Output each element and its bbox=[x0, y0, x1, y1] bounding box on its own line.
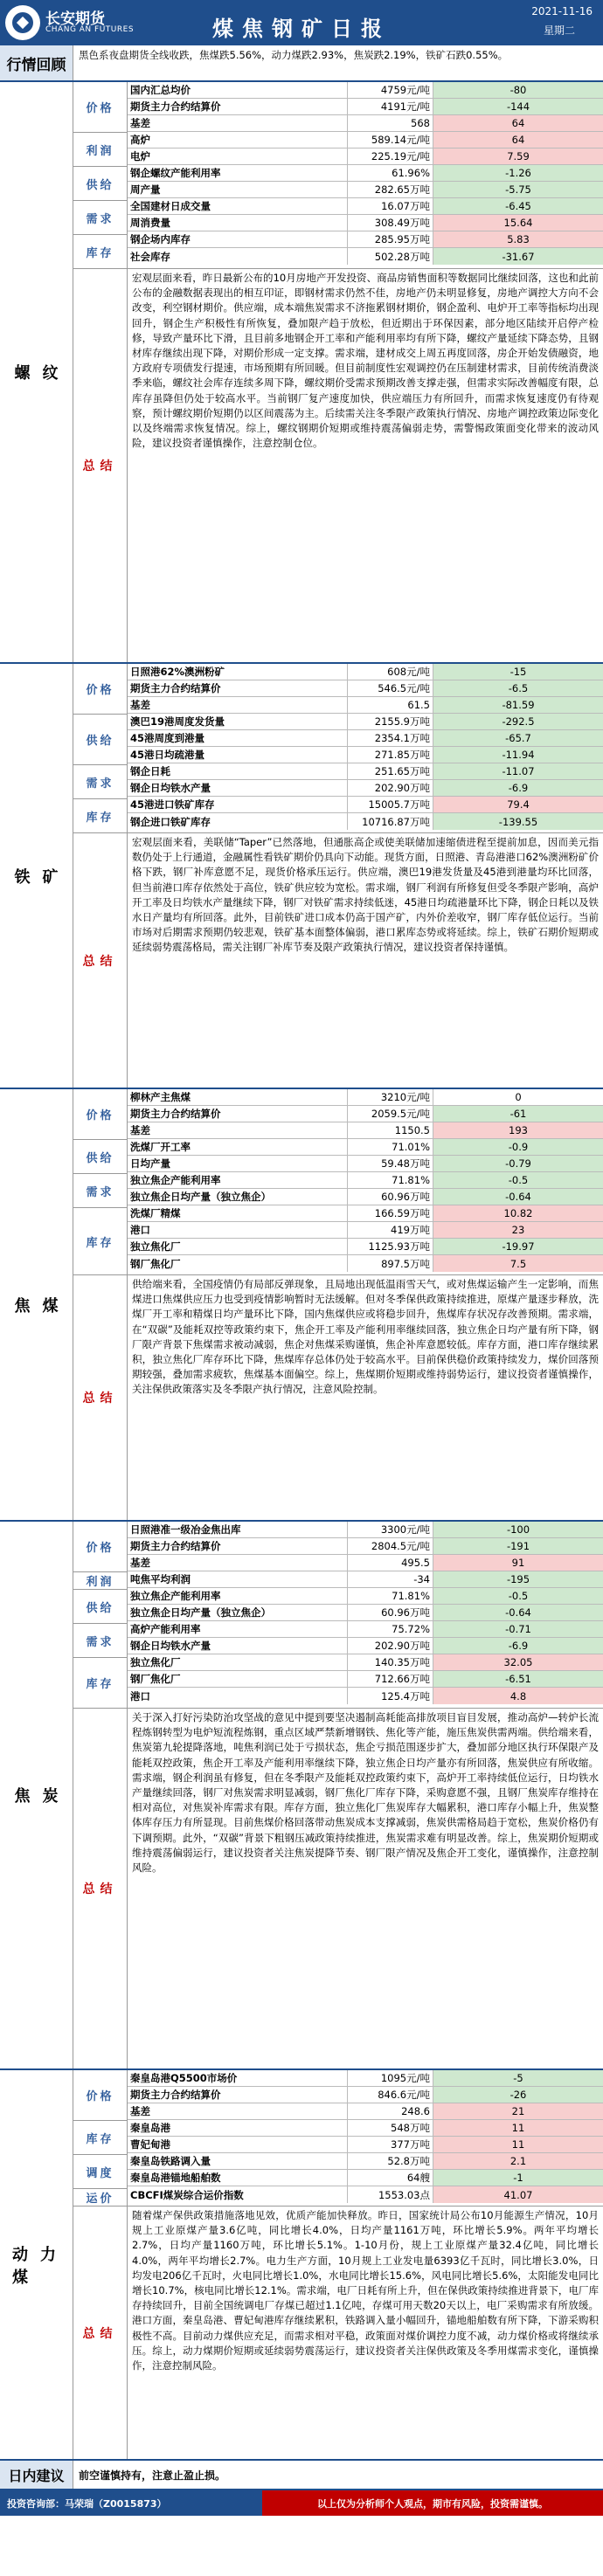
section-iron-ore bbox=[0, 664, 603, 1089]
indicator-value: 75.72% bbox=[348, 1621, 433, 1637]
indicator-change: -0.71 bbox=[433, 1621, 603, 1637]
table-row bbox=[128, 747, 603, 763]
indicator-value: 1150.5 bbox=[348, 1122, 433, 1138]
indicator-name: 日照港准一级冶金焦出库 bbox=[128, 1522, 348, 1537]
summary-block bbox=[73, 2207, 603, 2459]
indicator-name: 日均产量 bbox=[128, 1156, 348, 1171]
indicator-name: 期货主力合约结算价 bbox=[128, 2087, 348, 2103]
indicator-value: -34 bbox=[348, 1571, 433, 1587]
indicator-value: 59.48万吨 bbox=[348, 1156, 433, 1171]
table-row bbox=[128, 1172, 603, 1189]
indicator-change: 64 bbox=[433, 115, 603, 131]
table-row bbox=[128, 248, 603, 265]
report-weekday: 星期二 bbox=[543, 24, 575, 37]
table-row bbox=[128, 115, 603, 132]
indicator-name: 周产量 bbox=[128, 182, 348, 197]
table-row bbox=[128, 1538, 603, 1555]
table-row bbox=[128, 2137, 603, 2153]
indicator-name: 钢厂焦化厂 bbox=[128, 1255, 348, 1272]
analyst-info: 投资咨询部：马荣瑞（Z0015873） bbox=[7, 2497, 167, 2510]
indicator-name: 独立焦化厂 bbox=[128, 1654, 348, 1670]
indicator-change: -1 bbox=[433, 2170, 603, 2186]
indicator-value: 61.96% bbox=[348, 165, 433, 181]
indicator-change: 10.82 bbox=[433, 1205, 603, 1221]
summary-text: 供给端来看，全国疫情仍有局部反弹现象，且局地出现低温雨雪天气，或对焦煤运输产生一定影响，而焦煤进口焦煤供应压力也受到疫情影响暂时无法缓解。但对冬季保供政策持续推进，原煤产量逐步释放，洗煤厂开工率和精煤日均产量环比下降，国内焦煤供应或将稳步回升，焦煤库存状况存改善预期。需求端，在“双碳”及能耗双控等政策约束下，焦企开工率及产能利用率继续回落，独立焦企日均产量有所下降，钢厂限产背景下焦煤需求被动减弱，焦企对焦煤采购谨慎，焦企补库意愿较低。库存方面，港口库存继续累积，独立焦化厂库存环比下降，焦煤库存总体仍处于较高水平。目前保供稳价政策持续发力，煤价回落预期较强，叠加需求疲软，焦煤基本面偏空。综上，焦煤期价短期或维持弱势运行，建议投资者谨慎操作，关注保供政策落实及冬季限产执行情况，注意风险控制。 bbox=[132, 1278, 599, 1396]
indicator-change: -11.94 bbox=[433, 747, 603, 763]
indicator-change: 7.5 bbox=[433, 1255, 603, 1272]
table-row bbox=[128, 215, 603, 231]
category-label: 需求 bbox=[73, 1174, 127, 1208]
summary-text: 关于深入打好污染防治攻坚战的意见中提到要坚决遏制高耗能高排放项目盲目发展，推动高炉—转炉长流程炼钢转型为电炉短流程炼钢，重点区域严禁新增钢铁、焦化等产能，施压焦炭供需两端。供给端来看，焦炭第九轮提降落地，吨焦利润已处于亏损状态，焦企亏损范围逐步扩大，叠加部分地区执行环保限产及能耗双控政策，焦企开工率及产能利用率继续下降，独立焦企日均产量亦有所回落，焦炭供应有所收缩。需求端，钢企利润虽有修复，但在冬季限产及能耗双控政策约束下，高炉开工率持续低位运行，日均铁水产量继续回落，钢厂对焦炭需求明显减弱，钢厂焦化厂库存下降，采购意愿不强，且钢厂焦炭库存维持在相对高位，对焦炭补库需求有限。库存方面，独立焦化厂焦炭库存大幅累积，港口库存小幅上升，焦炭整体库存压力有所显现。目前焦煤价格回落带动焦炭成本支撑减弱，焦炭供需格局趋于宽松，焦炭价格仍有下调预期。此外，“双碳”背景下粗钢压减政策持续推进，焦炭需求难有明显改善。综上，焦炭期价短期或维持震荡偏弱运行，建议投资者关注焦炭提降节奏、钢厂限产情况及焦企开工变化，谨慎操作，注意控制风险。 bbox=[132, 1711, 599, 1875]
indicator-name: 电炉 bbox=[128, 148, 348, 164]
category-label: 需求 bbox=[73, 201, 127, 235]
indicator-change: 15.64 bbox=[433, 215, 603, 231]
indicator-change: 91 bbox=[433, 1555, 603, 1571]
summary-text: 宏观层面来看，美联储“Taper”已然落地，但通胀高企或使美联储加速缩债进程至提前加息，因而美元指数仍处于上行通道，金融属性看铁矿期价仍具向下动能。现货方面，日照港、青岛港港口62%澳洲粉矿价格下跌，钢厂补库意愿不足，现货价格承压运行。供应端，澳巴19港发货量及45港到港量均环比回落，但当前港口库存依然处于高位，铁矿供应较为宽松。需求端，钢厂利润有所修复但受冬季限产影响，高炉开工率及日均铁水产量继续下降，钢厂对铁矿需求持续低迷，45港日均疏港量环比下降，钢企日耗以及铁水日产量均有所回落。此外，目前铁矿进口成本仍高于国产矿，内外价差收窄，钢厂库存低位运行。当前市场对后期需求预期仍较悲观，铁矿基本面整体偏弱，港口累库态势或将延续。综上，铁矿石期价短期或延续弱势震荡格局，需关注钢厂补库节奏及限产政策执行情况，建议投资者保持谨慎。 bbox=[132, 836, 599, 954]
category-label: 供给 bbox=[73, 167, 127, 201]
indicator-name: CBCFI煤炭综合运价指数 bbox=[128, 2186, 348, 2203]
brand-name-en: CHANG AN FUTURES bbox=[45, 25, 135, 34]
indicator-change: 5.83 bbox=[433, 231, 603, 247]
indicator-change: -0.64 bbox=[433, 1605, 603, 1620]
table-row bbox=[128, 1122, 603, 1139]
indicator-value: 495.5 bbox=[348, 1555, 433, 1571]
indicator-change: -19.97 bbox=[433, 1239, 603, 1254]
table-row bbox=[128, 1222, 603, 1239]
indicator-name: 钢企日均铁水产量 bbox=[128, 1638, 348, 1654]
indicator-change: -80 bbox=[433, 82, 603, 98]
section-thermal-coal bbox=[0, 2070, 603, 2461]
table-row bbox=[128, 1089, 603, 1106]
indicator-change: 11 bbox=[433, 2137, 603, 2152]
indicator-change: 4.8 bbox=[433, 1688, 603, 1704]
section-label: 动力煤 bbox=[0, 2070, 73, 2459]
indicator-value: 4759元/吨 bbox=[348, 82, 433, 98]
category-label: 价格 bbox=[73, 2070, 127, 2121]
indicator-value: 202.90万吨 bbox=[348, 1638, 433, 1654]
brand-name: 长安期货 bbox=[45, 10, 105, 28]
category-label: 库存 bbox=[73, 2121, 127, 2155]
table-row bbox=[128, 1239, 603, 1255]
category-label: 库存 bbox=[86, 246, 114, 260]
table-row bbox=[128, 2103, 603, 2120]
table-row bbox=[128, 198, 603, 215]
indicator-change: 64 bbox=[433, 132, 603, 148]
indicator-change: -5 bbox=[433, 2070, 603, 2086]
category-label: 库存 bbox=[86, 811, 114, 825]
indicator-value: 502.28万吨 bbox=[348, 248, 433, 265]
category-label: 供给 bbox=[73, 1140, 127, 1174]
data-table bbox=[73, 1522, 603, 1709]
indicator-value: 3210元/吨 bbox=[348, 1089, 433, 1105]
indicator-change: -11.07 bbox=[433, 763, 603, 779]
summary-block bbox=[73, 269, 603, 662]
data-table bbox=[73, 664, 603, 833]
indicator-value: 1125.93万吨 bbox=[348, 1239, 433, 1254]
indicator-change: -61 bbox=[433, 1106, 603, 1122]
indicator-name: 秦皇岛港锚地船舶数 bbox=[128, 2170, 348, 2186]
indicator-value: 248.6 bbox=[348, 2103, 433, 2119]
indicator-value: 419万吨 bbox=[348, 1222, 433, 1238]
indicator-change: -195 bbox=[433, 1571, 603, 1587]
indicator-name: 45港日均疏港量 bbox=[128, 747, 348, 763]
indicator-change: -31.67 bbox=[433, 248, 603, 265]
indicator-change: -6.5 bbox=[433, 680, 603, 696]
indicator-name: 钢企日耗 bbox=[128, 763, 348, 779]
category-label: 价格 bbox=[73, 664, 127, 715]
category-label: 价格 bbox=[73, 1089, 127, 1140]
indicator-value: 308.49万吨 bbox=[348, 215, 433, 231]
category-label: 供给 bbox=[73, 715, 127, 765]
table-row bbox=[128, 1189, 603, 1205]
indicator-value: 61.5 bbox=[348, 697, 433, 713]
indicator-value: 71.81% bbox=[348, 1172, 433, 1188]
indicator-value: 15005.7万吨 bbox=[348, 797, 433, 812]
section-label: 焦炭 bbox=[0, 1522, 73, 2068]
indicator-value: 4191元/吨 bbox=[348, 99, 433, 114]
indicator-name: 期货主力合约结算价 bbox=[128, 1538, 348, 1554]
section-body bbox=[73, 1522, 603, 2068]
summary-text: 宏观层面来看，昨日最新公布的10月房地产开发投资、商品房销售面积等数据同比继续回落，这也和此前公布的金融数据表现出的相互印证，即钢材需求仍然不佳，房地产仍未明显修复，房地产调控大方向不会改变，利空钢材期价。供应端，成本端焦炭需求不济拖累钢材期价，钢企盈利、电炉开工率等指标均出现回升，钢企生产积极性有所恢复，叠加限产趋于放松，但近期出于环保因素，部分地区陆续开启停产检修，导致产量环比下滑，且目前多地钢企开工率和产能利用率均有所下降，螺纹产量延续下降态势，且钢材库存继续出现下降，对期价形成一定支撑。需求端，建材成交上周五再度回落，房企开始发债融资，地方政府专项债发行提速，市场预期有所回暖。但目前制度性宏观调控仍在压制建材需求，目前传统消费淡季来临，螺纹社会库存连续多周下降，螺纹期价受需求预期改善支撑走强，但需求实际改善幅度有限，总库存虽降但仍处于较高水平。当前钢厂复产速度加快，供应端压力有所回升，而需求恢复速度仍有待观察，预计螺纹期价短期仍以区间震荡为主。后续需关注冬季限产政策执行情况、房地产调控政策边际变化以及终端需求恢复情况。综上，螺纹钢期价短期或维持震荡偏弱走势，需警惕政策面变化带来的波动风险，建议投资者谨慎操作，注意控制仓位。 bbox=[132, 272, 599, 450]
table-row bbox=[128, 182, 603, 198]
indicator-change: -0.79 bbox=[433, 1156, 603, 1171]
indicator-name: 曹妃甸港 bbox=[128, 2137, 348, 2152]
category-label: 价格 bbox=[73, 82, 127, 133]
indicator-change: -6.9 bbox=[433, 1638, 603, 1654]
table-row bbox=[128, 2070, 603, 2087]
indicator-value: 2354.1万吨 bbox=[348, 730, 433, 746]
table-row bbox=[128, 1571, 603, 1588]
category-label: 库存 bbox=[86, 1236, 114, 1250]
indicator-change: -0.5 bbox=[433, 1172, 603, 1188]
table-row bbox=[128, 1588, 603, 1605]
table-row bbox=[128, 2087, 603, 2103]
indicator-value: 1095元/吨 bbox=[348, 2070, 433, 2086]
indicator-name: 日照港62%澳洲粉矿 bbox=[128, 664, 348, 680]
indicator-change: -100 bbox=[433, 1522, 603, 1537]
indicator-change: 21 bbox=[433, 2103, 603, 2119]
indicator-value: 225.19元/吨 bbox=[348, 148, 433, 164]
section-body bbox=[73, 82, 603, 662]
indicator-value: 2059.5元/吨 bbox=[348, 1106, 433, 1122]
indicator-value: 52.8万吨 bbox=[348, 2153, 433, 2169]
indicator-name: 秦皇岛港 bbox=[128, 2120, 348, 2136]
indicator-value: 282.65万吨 bbox=[348, 182, 433, 197]
indicator-value: 2155.9万吨 bbox=[348, 714, 433, 729]
indicator-change: -0.64 bbox=[433, 1189, 603, 1205]
indicator-value: 71.81% bbox=[348, 1588, 433, 1604]
commodity-sections bbox=[0, 82, 603, 2461]
section-body bbox=[73, 2070, 603, 2459]
indicator-name: 独立焦企日均产量（独立焦企） bbox=[128, 1189, 348, 1205]
indicator-name: 港口 bbox=[128, 1688, 348, 1704]
advice-label: 日内建议 bbox=[0, 2461, 73, 2489]
indicator-change: 23 bbox=[433, 1222, 603, 1238]
table-row bbox=[128, 1205, 603, 1222]
table-row bbox=[128, 714, 603, 730]
section-rebar bbox=[0, 82, 603, 664]
advice-text: 前空谨慎持有，注意止盈止损。 bbox=[79, 2469, 226, 2482]
indicator-change: -5.75 bbox=[433, 182, 603, 197]
indicator-name: 洗煤厂精煤 bbox=[128, 1205, 348, 1221]
indicator-name: 高炉产能利用率 bbox=[128, 1621, 348, 1637]
indicator-value: 897.5万吨 bbox=[348, 1255, 433, 1272]
report-title: 煤焦钢矿日报 bbox=[212, 17, 391, 41]
indicator-value: 1553.03点 bbox=[348, 2186, 433, 2203]
indicator-value: 71.01% bbox=[348, 1139, 433, 1155]
indicator-name: 港口 bbox=[128, 1222, 348, 1238]
table-row bbox=[128, 165, 603, 182]
indicator-change: -139.55 bbox=[433, 813, 603, 830]
disclaimer: 以上仅为分析师个人观点，期市有风险，投资需谨慎。 bbox=[262, 2490, 603, 2516]
indicator-name: 期货主力合约结算价 bbox=[128, 1106, 348, 1122]
indicator-change: -191 bbox=[433, 1538, 603, 1554]
indicator-name: 独立焦企产能利用率 bbox=[128, 1172, 348, 1188]
indicator-name: 洗煤厂开工率 bbox=[128, 1139, 348, 1155]
table-row bbox=[128, 730, 603, 747]
report-footer bbox=[0, 2490, 603, 2516]
data-table bbox=[73, 2070, 603, 2207]
indicator-name: 45港周度到港量 bbox=[128, 730, 348, 746]
category-label: 运价 bbox=[86, 2193, 114, 2206]
table-row bbox=[128, 2186, 603, 2203]
section-body bbox=[73, 1089, 603, 1520]
indicator-name: 期货主力合约结算价 bbox=[128, 99, 348, 114]
market-review-label: 行情回顾 bbox=[0, 45, 73, 80]
indicator-value: 2804.5元/吨 bbox=[348, 1538, 433, 1554]
table-row bbox=[128, 763, 603, 780]
table-row bbox=[128, 1522, 603, 1538]
section-coking-coal bbox=[0, 1089, 603, 1522]
category-label: 库存 bbox=[86, 1678, 114, 1691]
indicator-name: 周消费量 bbox=[128, 215, 348, 231]
table-row bbox=[128, 1654, 603, 1671]
summary-text: 随着煤产保供政策措施落地见效，优质产能加快释放。昨日，国家统计局公布10月能源生产情况，10月规上工业原煤产量3.6亿吨，同比增长4.0%，日均产量1161万吨，环比增长5.9%。两年平均增长2.7%，日均产量1160万吨，环比增长5.1%。1-10月份，规上工业原煤产量32.4亿吨，同比增长4.0%，两年平均增长2.7%。电力生产方面，10月规上工业发电量6393亿千瓦时，同比增长3.0%，日均发电206亿千瓦时，火电同比增长1.0%，水电同比增长15.6%，风电同比增长5.6%，太阳能发电同比增长10.7%，核电同比增长12.1%。需求端，电厂日耗有所上升，但在保供政策持续推进背景下，电厂库存持续回升，目前全国统调电厂存煤已超过1.1亿吨，存煤可用天数20天以上，电厂采购需求有所放缓。港口方面，秦皇岛港、曹妃甸港库存继续累积，铁路调入量小幅回升，锚地船舶数有所下降，下游采购积极性不高。目前动力煤供应充足，而需求相对平稳，政策面对煤价调控力度不减，动力煤价格或将继续承压。综上，动力煤期价短期或延续弱势震荡运行，建议投资者关注保供政策及冬季用煤需求变化，谨慎操作，注意控制风险。 bbox=[132, 2209, 599, 2372]
indicator-value: 608元/吨 bbox=[348, 664, 433, 680]
table-row bbox=[128, 2170, 603, 2186]
indicator-change: -144 bbox=[433, 99, 603, 114]
indicator-value: 251.65万吨 bbox=[348, 763, 433, 779]
indicator-value: 60.96万吨 bbox=[348, 1605, 433, 1620]
indicator-name: 国内汇总均价 bbox=[128, 82, 348, 98]
section-label: 焦煤 bbox=[0, 1089, 73, 1520]
category-label: 供给 bbox=[73, 1590, 127, 1624]
table-row bbox=[128, 813, 603, 830]
indicator-change: -6.51 bbox=[433, 1671, 603, 1687]
category-label: 利润 bbox=[73, 133, 127, 167]
category-label: 调度 bbox=[73, 2155, 127, 2189]
indicator-name: 吨焦平均利润 bbox=[128, 1571, 348, 1587]
indicator-change: -6.9 bbox=[433, 780, 603, 796]
intraday-advice bbox=[0, 2461, 603, 2490]
indicator-value: 846.6元/吨 bbox=[348, 2087, 433, 2103]
table-row bbox=[128, 1139, 603, 1156]
section-label: 铁矿 bbox=[0, 664, 73, 1088]
section-body bbox=[73, 664, 603, 1088]
category-label: 利润 bbox=[73, 1572, 127, 1590]
indicator-value: 10716.87万吨 bbox=[348, 813, 433, 830]
summary-block bbox=[73, 1709, 603, 2068]
indicator-change: 41.07 bbox=[433, 2186, 603, 2203]
section-coke bbox=[0, 1522, 603, 2070]
indicator-change: 0 bbox=[515, 1091, 522, 1103]
indicator-name: 45港进口铁矿库存 bbox=[128, 797, 348, 812]
data-table bbox=[73, 82, 603, 269]
table-row bbox=[128, 1605, 603, 1621]
indicator-value: 3300元/吨 bbox=[348, 1522, 433, 1537]
indicator-change: 7.59 bbox=[433, 148, 603, 164]
indicator-change: 11 bbox=[433, 2120, 603, 2136]
indicator-name: 高炉 bbox=[128, 132, 348, 148]
summary-label: 总结 bbox=[73, 833, 128, 1088]
indicator-name: 基差 bbox=[128, 115, 348, 131]
indicator-change: 2.1 bbox=[433, 2153, 603, 2169]
table-row bbox=[128, 1106, 603, 1122]
indicator-value: 377万吨 bbox=[348, 2137, 433, 2152]
summary-label: 总结 bbox=[73, 269, 128, 662]
indicator-name: 基差 bbox=[128, 697, 348, 713]
indicator-name: 钢企场内库存 bbox=[128, 231, 348, 247]
report-date: 2021-11-16 bbox=[531, 5, 593, 17]
indicator-value: 568 bbox=[348, 115, 433, 131]
indicator-change: -292.5 bbox=[433, 714, 603, 729]
indicator-change: -15 bbox=[433, 664, 603, 680]
summary-label: 总结 bbox=[73, 1275, 128, 1520]
indicator-value: 589.14元/吨 bbox=[348, 132, 433, 148]
table-row bbox=[128, 797, 603, 813]
indicator-name: 钢企进口铁矿库存 bbox=[128, 813, 348, 830]
indicator-change: 193 bbox=[433, 1122, 603, 1138]
indicator-value: 202.90万吨 bbox=[348, 780, 433, 796]
table-row bbox=[128, 664, 603, 680]
indicator-value: 60.96万吨 bbox=[348, 1189, 433, 1205]
indicator-name: 柳林产主焦煤 bbox=[128, 1089, 348, 1105]
indicator-value: 546.5元/吨 bbox=[348, 680, 433, 696]
indicator-value: 271.85万吨 bbox=[348, 747, 433, 763]
table-row bbox=[128, 148, 603, 165]
table-row bbox=[128, 2120, 603, 2137]
table-row bbox=[128, 82, 603, 99]
table-row bbox=[128, 231, 603, 248]
table-row bbox=[128, 2153, 603, 2170]
indicator-value: 166.59万吨 bbox=[348, 1205, 433, 1221]
indicator-change: -65.7 bbox=[433, 730, 603, 746]
indicator-change: 32.05 bbox=[433, 1654, 603, 1670]
indicator-value: 125.4万吨 bbox=[348, 1688, 433, 1704]
market-review-text: 黑色系夜盘期货全线收跌，焦煤跌5.56%，动力煤跌2.93%，焦炭跌2.19%，铁矿石跌0.55%。 bbox=[79, 49, 509, 61]
table-row bbox=[128, 1255, 603, 1272]
summary-block bbox=[73, 1275, 603, 1520]
indicator-change: -81.59 bbox=[433, 697, 603, 713]
indicator-change: -1.26 bbox=[433, 165, 603, 181]
indicator-value: 285.95万吨 bbox=[348, 231, 433, 247]
category-label: 价格 bbox=[73, 1522, 127, 1572]
indicator-name: 社会库存 bbox=[128, 248, 348, 265]
indicator-name: 秦皇岛铁路调入量 bbox=[128, 2153, 348, 2169]
section-label: 螺纹 bbox=[0, 82, 73, 662]
market-review bbox=[0, 45, 603, 82]
indicator-name: 全国建材日成交量 bbox=[128, 198, 348, 214]
table-row bbox=[128, 132, 603, 148]
indicator-name: 独立焦企日均产量（独立焦企） bbox=[128, 1605, 348, 1620]
table-row bbox=[128, 780, 603, 797]
indicator-change: -0.5 bbox=[433, 1588, 603, 1604]
table-row bbox=[128, 99, 603, 115]
table-row bbox=[128, 680, 603, 697]
category-label: 需求 bbox=[73, 765, 127, 799]
indicator-value: 16.07万吨 bbox=[348, 198, 433, 214]
table-row bbox=[128, 1638, 603, 1654]
indicator-name: 秦皇岛港Q5500市场价 bbox=[128, 2070, 348, 2086]
table-row bbox=[128, 1671, 603, 1688]
summary-label: 总结 bbox=[73, 2207, 128, 2459]
indicator-name: 基差 bbox=[128, 1555, 348, 1571]
summary-label: 总结 bbox=[73, 1709, 128, 2068]
indicator-value: 712.66万吨 bbox=[348, 1671, 433, 1687]
indicator-change: 79.4 bbox=[433, 797, 603, 812]
indicator-value: 140.35万吨 bbox=[348, 1654, 433, 1670]
table-row bbox=[128, 1156, 603, 1172]
indicator-name: 独立焦化厂 bbox=[128, 1239, 348, 1254]
indicator-name: 钢企螺纹产能利用率 bbox=[128, 165, 348, 181]
table-row bbox=[128, 1688, 603, 1704]
indicator-name: 基差 bbox=[128, 2103, 348, 2119]
indicator-name: 澳巴19港周度发货量 bbox=[128, 714, 348, 729]
summary-block bbox=[73, 833, 603, 1088]
indicator-name: 独立焦企产能利用率 bbox=[128, 1588, 348, 1604]
indicator-value: 548万吨 bbox=[348, 2120, 433, 2136]
category-label: 需求 bbox=[73, 1624, 127, 1658]
report-header bbox=[0, 0, 603, 45]
table-row bbox=[128, 1555, 603, 1571]
data-table bbox=[73, 1089, 603, 1275]
indicator-change: -0.9 bbox=[433, 1139, 603, 1155]
indicator-name: 基差 bbox=[128, 1122, 348, 1138]
indicator-change: -6.45 bbox=[433, 198, 603, 214]
indicator-name: 钢厂焦化厂 bbox=[128, 1671, 348, 1687]
indicator-value: 64艘 bbox=[348, 2170, 433, 2186]
table-row bbox=[128, 697, 603, 714]
table-row bbox=[128, 1621, 603, 1638]
indicator-change: -26 bbox=[433, 2087, 603, 2103]
indicator-name: 钢企日均铁水产量 bbox=[128, 780, 348, 796]
indicator-name: 期货主力合约结算价 bbox=[128, 680, 348, 696]
